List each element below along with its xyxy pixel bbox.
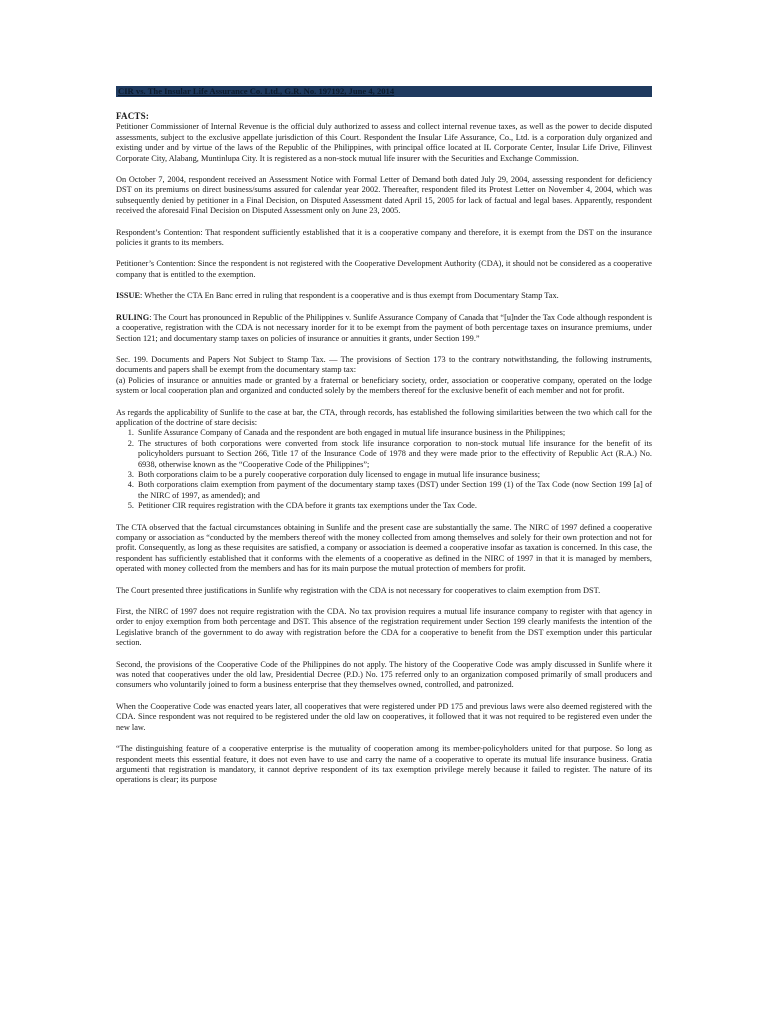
list-item: 2. The structures of both corporations were converted from stock life insurance corporation to non-stock mutual life insurance for the benefit of its policyholders pursuant to Section 266, Title 17 of the Insurance Code of 1978 and they were made prior to the effectivity of Republic Act (R.A.) No. 6938, otherwise known as the “Cooperative Code of the Philippines”; bbox=[136, 439, 652, 470]
petitioner-contention: Petitioner’s Contention: Since the respondent is not registered with the Cooperative Development Authority (CDA), it should not be considered as a cooperative company that is entitled to the exemption. bbox=[116, 259, 652, 279]
body-paragraph: When the Cooperative Code was enacted years later, all cooperatives that were registered under PD 175 and previous laws were also deemed registered with the CDA. Since respondent was not required to be registered under the old law on cooperatives, it followed that it was not required to be registered even under the new law. bbox=[116, 701, 652, 732]
ruling-text: : The Court has pronounced in Republic of the Philippines v. Sunlife Assurance Company of Canada that “[u]nder the Tax Code although respondent is a cooperative, registration with the CDA is not necessary inorder for it to be exempt from the payment of both percentage taxes on insurance premiums, under Section 121; and documentary stamp taxes on policies of insurance or annuities it grants, under Section 199.” bbox=[116, 312, 652, 343]
similarities-list bbox=[116, 428, 652, 511]
body-paragraph: First, the NIRC of 1997 does not require registration with the CDA. No tax provision requires a mutual life insurance company to register with that agency in order to enjoy exemption from both percentage and DST. This absence of the registration requirement under Section 199 clearly manifests the intention of the Legislative branch of the government to do away with registration before the CDA for a cooperative to benefit from the DST exemption under this particular section. bbox=[116, 607, 652, 648]
body-paragraph: Second, the provisions of the Cooperative Code of the Philippines do not apply. The history of the Cooperative Code was amply discussed in Sunlife where it was noted that cooperatives under the old law, Presidential Decree (P.D.) No. 175 referred only to an organization composed primarily of small producers and consumers who voluntarily joined to form a business enterprise that they themselves owned, controlled, and patronized. bbox=[116, 659, 652, 690]
facts-heading: FACTS: bbox=[116, 111, 150, 121]
ruling-label: RULING bbox=[116, 312, 150, 322]
sec199-heading: Sec. 199. Documents and Papers Not Subject to Stamp Tax. — The provisions of Section 173 to the contrary notwithstanding, the following instruments, documents and papers shall be exempt from the documentary stamp tax: bbox=[116, 354, 652, 375]
body-paragraph: The Court presented three justifications in Sunlife why registration with the CDA is not necessary for cooperatives to claim exemption from DST. bbox=[116, 585, 601, 595]
facts-paragraph-2: On October 7, 2004, respondent received an Assessment Notice with Formal Letter of Demand both dated July 29, 2004, assessing respondent for deficiency DST on its premiums on direct business/sums assured for calendar year 2002. Thereafter, respondent filed its Protest Letter on November 4, 2004, which was subsequently denied by petitioner in a Final Decision, on Disputed Assessment dated April 15, 2005 for lack of factual and legal bases. Apparently, respondent received the aforesaid Final Decision on Disputed Assessment only on June 23, 2005. bbox=[116, 175, 652, 216]
issue-label: ISSUE bbox=[116, 291, 140, 301]
case-title: CIR vs. The Insular Life Assurance Co. Ltd., G.R. No. 197192, June 4, 2014 bbox=[116, 86, 652, 97]
sec199-clause-a: (a) Policies of insurance or annuities made or granted by a fraternal or beneficiary society, order, association or cooperative company, operated on the lodge system or local cooperation plan and organized and conducted solely by the members thereof for the exclusive benefit of each member and not for profit. bbox=[116, 375, 652, 396]
similarities-intro: As regards the applicability of Sunlife to the case at bar, the CTA, through records, has established the following similarities between the two which call for the application of the doctrine of stare decisis: bbox=[116, 407, 652, 427]
list-item: 3. Both corporations claim to be a purely cooperative corporation duly licensed to engage in mutual life insurance business; bbox=[136, 470, 652, 480]
list-item: 1. Sunlife Assurance Company of Canada and the respondent are both engaged in mutual life insurance business in the Philippines; bbox=[136, 428, 652, 438]
issue-paragraph bbox=[116, 291, 652, 301]
document-page bbox=[116, 86, 652, 797]
body-paragraph: “The distinguishing feature of a cooperative enterprise is the mutuality of cooperation among its member-policyholders united for that purpose. So long as respondent meets this essential feature, it does not even have to use and carry the name of a cooperative to operate its mutual life insurance business. Gratia argumenti that registration is mandatory, it cannot deprive respondent of its tax exemption privilege merely because it failed to register. The nature of its operations is clear; its purpose bbox=[116, 744, 652, 785]
body-paragraph: The CTA observed that the factual circumstances obtaining in Sunlife and the present case are substantially the same. The NIRC of 1997 defined a cooperative company or association as “conducted by the members thereof with the money collected from among themselves and solely for their own protection and not for profit. Consequently, as long as these requisites are satisfied, a company or association is deemed a cooperative insofar as taxation is concerned. In this case, the respondent has sufficiently established that it conforms with the elements of a cooperative as defined in the NIRC of 1997 in that it is managed by members, operated with money collected from the members and has for its main purpose the mutual protection of members for profit. bbox=[116, 522, 652, 574]
respondent-contention: Respondent’s Contention: That respondent sufficiently established that it is a cooperative company and therefore, it is exempt from the DST on the insurance policies it grants to its members. bbox=[116, 227, 652, 248]
list-item: 5. Petitioner CIR requires registration with the CDA before it grants tax exemptions under the Tax Code. bbox=[136, 501, 652, 511]
facts-paragraph-1: Petitioner Commissioner of Internal Revenue is the official duly authorized to assess and collect internal revenue taxes, as well as the power to decide disputed assessments, subject to the exclusive appellate jurisdiction of this Court. Respondent the Insular Life Assurance, Co., Ltd. is a corporation duly organized and existing under and by virtue of the laws of the Republic of the Philippines, with principal office located at IL Corporate Center, Insular Life Drive, Filinvest Corporate City, Alabang, Muntinlupa City. It is registered as a non-stock mutual life insurer with the Securities and Exchange Commission. bbox=[116, 122, 652, 163]
issue-text: : Whether the CTA En Banc erred in ruling that respondent is a cooperative and is thus exempt from Documentary Stamp Tax. bbox=[139, 291, 559, 301]
ruling-paragraph bbox=[116, 313, 652, 344]
list-item: 4. Both corporations claim exemption from payment of the documentary stamp taxes (DST) under Section 199 (1) of the Tax Code (now Section 199 [a] of the NIRC of 1997, as amended); and bbox=[136, 480, 652, 501]
